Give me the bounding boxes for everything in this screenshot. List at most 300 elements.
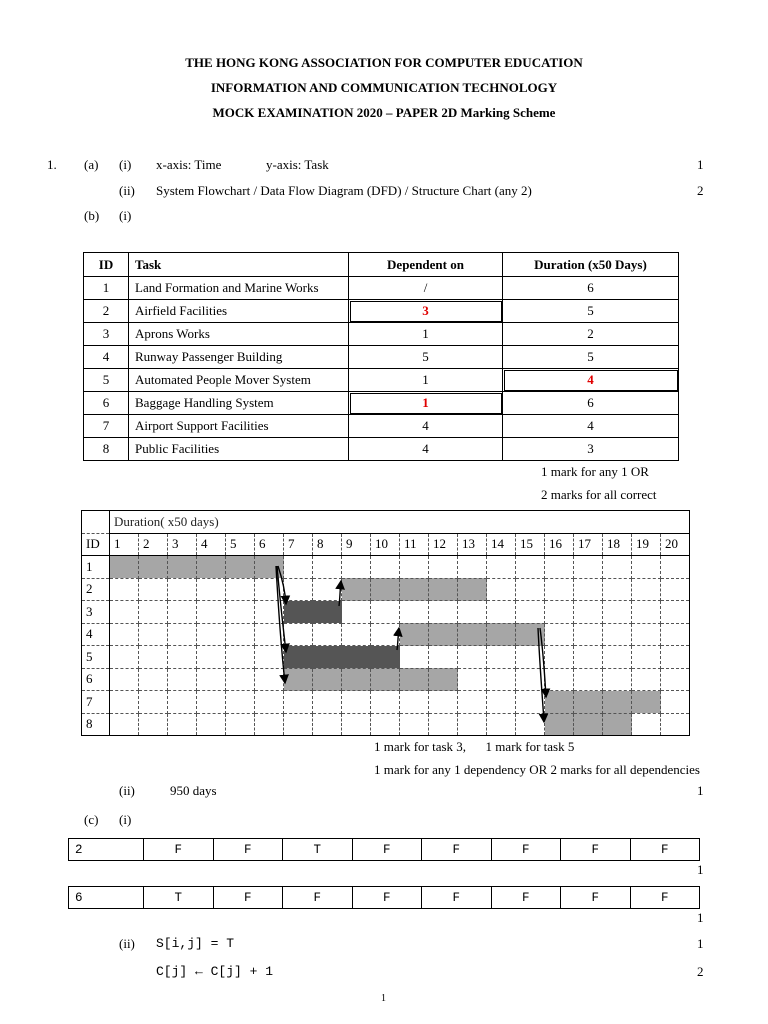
gantt-cell	[284, 556, 313, 579]
gantt-cell	[226, 713, 255, 736]
gantt-cell	[110, 668, 139, 691]
gantt-row-id: 8	[82, 713, 110, 736]
gantt-cell	[487, 556, 516, 579]
gantt-col-header: 15	[516, 533, 545, 556]
gantt-cell	[226, 691, 255, 714]
row-task: Baggage Handling System	[129, 392, 349, 415]
gantt-cell	[139, 623, 168, 646]
table-note-1: 1 mark for any 1 OR	[541, 464, 649, 479]
gantt-cell	[603, 578, 632, 601]
gantt-cell	[197, 691, 226, 714]
gantt-cell	[110, 601, 139, 624]
part-a-i-label: (i)	[119, 157, 132, 172]
gantt-col-header: 17	[574, 533, 603, 556]
gantt-cell	[603, 646, 632, 669]
gantt-cell	[574, 601, 603, 624]
array-cell: 2	[69, 839, 144, 861]
array-cell: F	[491, 839, 561, 861]
array-cell: F	[213, 839, 283, 861]
gantt-cell	[516, 713, 545, 736]
gantt-cell	[255, 668, 284, 691]
gantt-col-header: 9	[342, 533, 371, 556]
gantt-chart	[81, 510, 690, 736]
task-table-header	[84, 253, 679, 277]
array-row-2	[68, 886, 700, 909]
gantt-cell	[487, 668, 516, 691]
gantt-bar-cell	[603, 691, 632, 714]
gantt-bar-cell	[371, 668, 400, 691]
gantt-bar-cell	[400, 623, 429, 646]
code-1-mark: 1	[697, 936, 704, 951]
gantt-cell	[284, 623, 313, 646]
array-row	[69, 839, 700, 861]
row-duration: 5	[503, 300, 679, 323]
gantt-cell	[458, 713, 487, 736]
row-id: 7	[84, 415, 129, 438]
gantt-cell	[632, 646, 661, 669]
gantt-cell	[255, 713, 284, 736]
gantt-cell	[255, 646, 284, 669]
header-line-2: INFORMATION AND COMMUNICATION TECHNOLOGY	[210, 80, 558, 95]
gantt-cell	[458, 556, 487, 579]
gantt-bar-cell	[226, 556, 255, 579]
gantt-cell	[429, 601, 458, 624]
b-ii-answer: 950 days	[170, 783, 217, 798]
gantt-bar-cell	[313, 601, 342, 624]
gantt-cell	[545, 623, 574, 646]
b-ii-mark: 1	[697, 783, 704, 798]
row-dependent: 4	[349, 438, 503, 461]
gantt-title-row	[82, 511, 690, 534]
gantt-row	[82, 691, 690, 714]
gantt-cell	[400, 713, 429, 736]
gantt-col-header: 8	[313, 533, 342, 556]
gantt-cell	[342, 691, 371, 714]
gantt-cell	[371, 601, 400, 624]
gantt-cell	[168, 646, 197, 669]
gantt-bar-cell	[429, 623, 458, 646]
page-number: 1	[381, 993, 386, 1004]
array-cell: F	[422, 887, 492, 909]
gantt-cell	[226, 623, 255, 646]
gantt-cell	[603, 668, 632, 691]
gantt-row-id: 2	[82, 578, 110, 601]
gantt-bar-cell	[400, 578, 429, 601]
gantt-cell	[197, 578, 226, 601]
gantt-cell	[574, 646, 603, 669]
table-row	[84, 346, 679, 369]
gantt-cell	[458, 646, 487, 669]
gantt-cell	[429, 556, 458, 579]
row-dependent-answer: 1	[349, 392, 503, 415]
gantt-cell	[168, 713, 197, 736]
row-dependent-answer: 3	[349, 300, 503, 323]
array-row	[69, 887, 700, 909]
array-cell: F	[561, 839, 631, 861]
gantt-col-header: 12	[429, 533, 458, 556]
gantt-cell	[545, 646, 574, 669]
row-duration-answer: 4	[503, 369, 679, 392]
gantt-cell	[632, 623, 661, 646]
gantt-cell	[661, 601, 690, 624]
row-task: Land Formation and Marine Works	[129, 277, 349, 300]
gantt-cell	[516, 578, 545, 601]
gantt-cell	[313, 578, 342, 601]
part-c-ii-label: (ii)	[119, 936, 135, 951]
gantt-cell	[429, 646, 458, 669]
gantt-header-row	[82, 533, 690, 556]
gantt-col-header: 2	[139, 533, 168, 556]
header-line-1: THE HONG KONG ASSOCIATION FOR COMPUTER EDUCATION	[185, 55, 583, 70]
gantt-col-header: 11	[400, 533, 429, 556]
gantt-bar-cell	[429, 668, 458, 691]
gantt-row-id: 7	[82, 691, 110, 714]
gantt-cell	[516, 556, 545, 579]
gantt-cell	[400, 556, 429, 579]
gantt-cell	[168, 668, 197, 691]
gantt-row-id: 4	[82, 623, 110, 646]
gantt-col-header: 13	[458, 533, 487, 556]
gantt-cell	[226, 578, 255, 601]
row-duration: 6	[503, 277, 679, 300]
gantt-bar-cell	[313, 646, 342, 669]
gantt-cell	[168, 578, 197, 601]
gantt-title: Duration( x50 days)	[110, 511, 690, 534]
table-note-2: 2 marks for all correct	[541, 487, 657, 502]
gantt-cell	[139, 713, 168, 736]
part-a-ii-label: (ii)	[119, 183, 135, 198]
header-id: ID	[84, 253, 129, 277]
gantt-cell	[458, 691, 487, 714]
gantt-bar-cell	[487, 623, 516, 646]
header-line-3: MOCK EXAMINATION 2020 – PAPER 2D Marking Scheme	[212, 105, 556, 120]
row-dependent: 1	[349, 323, 503, 346]
array-1-mark: 1	[697, 862, 704, 877]
gantt-cell	[313, 556, 342, 579]
gantt-cell	[632, 578, 661, 601]
gantt-cell	[313, 623, 342, 646]
gantt-cell	[603, 556, 632, 579]
row-task: Airport Support Facilities	[129, 415, 349, 438]
gantt-cell	[139, 668, 168, 691]
gantt-cell	[255, 601, 284, 624]
row-dependent: 5	[349, 346, 503, 369]
row-task: Public Facilities	[129, 438, 349, 461]
question-number: 1.	[47, 157, 57, 172]
array-cell: T	[283, 839, 353, 861]
gantt-col-header: 18	[603, 533, 632, 556]
gantt-bar-cell	[342, 668, 371, 691]
a-i-mark: 1	[697, 157, 704, 172]
gantt-cell	[545, 578, 574, 601]
header-duration: Duration (x50 Days)	[503, 253, 679, 277]
gantt-cell	[139, 646, 168, 669]
row-duration: 6	[503, 392, 679, 415]
gantt-bar-cell	[632, 691, 661, 714]
gantt-bar-cell	[603, 713, 632, 736]
gantt-cell	[487, 691, 516, 714]
gantt-cell	[197, 601, 226, 624]
a-ii-answer: System Flowchart / Data Flow Diagram (DFD) / Structure Chart (any 2)	[156, 183, 532, 198]
row-duration: 4	[503, 415, 679, 438]
array-cell: 6	[69, 887, 144, 909]
gantt-cell	[342, 623, 371, 646]
gantt-cell	[429, 691, 458, 714]
part-b-label: (b)	[84, 208, 100, 223]
gantt-cell	[284, 691, 313, 714]
header-task: Task	[129, 253, 349, 277]
gantt-cell	[226, 668, 255, 691]
gantt-row-id: 6	[82, 668, 110, 691]
gantt-cell	[661, 623, 690, 646]
gantt-cell	[371, 556, 400, 579]
table-row	[84, 438, 679, 461]
gantt-bar-cell	[429, 578, 458, 601]
array-cell: F	[213, 887, 283, 909]
row-dependent: /	[349, 277, 503, 300]
gantt-cell	[487, 713, 516, 736]
row-id: 1	[84, 277, 129, 300]
gantt-cell	[371, 713, 400, 736]
table-row	[84, 392, 679, 415]
gantt-row	[82, 578, 690, 601]
gantt-bar-cell	[400, 668, 429, 691]
y-axis-answer: y-axis: Task	[266, 157, 329, 172]
gantt-cell	[545, 601, 574, 624]
gantt-bar-cell	[255, 556, 284, 579]
gantt-row	[82, 646, 690, 669]
gantt-cell	[574, 623, 603, 646]
array-cell: F	[630, 839, 700, 861]
gantt-cell	[110, 578, 139, 601]
gantt-bar-cell	[284, 668, 313, 691]
gantt-bar-cell	[313, 668, 342, 691]
gantt-col-header: 19	[632, 533, 661, 556]
gantt-col-header: 3	[168, 533, 197, 556]
gantt-cell	[110, 646, 139, 669]
gantt-note-2: 1 mark for any 1 dependency OR 2 marks for all dependencies	[374, 762, 700, 777]
gantt-col-header: 4	[197, 533, 226, 556]
gantt-bar-cell	[371, 646, 400, 669]
gantt-cell	[255, 578, 284, 601]
gantt-col-header: 7	[284, 533, 313, 556]
row-task: Automated People Mover System	[129, 369, 349, 392]
row-id: 2	[84, 300, 129, 323]
gantt-cell	[197, 623, 226, 646]
gantt-cell	[197, 646, 226, 669]
gantt-cell	[458, 601, 487, 624]
gantt-cell	[400, 646, 429, 669]
gantt-row	[82, 556, 690, 579]
gantt-cell	[110, 623, 139, 646]
gantt-cell	[400, 601, 429, 624]
gantt-cell	[313, 691, 342, 714]
gantt-cell	[574, 668, 603, 691]
row-id: 4	[84, 346, 129, 369]
gantt-bar-cell	[545, 691, 574, 714]
array-cell: F	[630, 887, 700, 909]
gantt-cell	[284, 713, 313, 736]
gantt-bar-cell	[342, 578, 371, 601]
gantt-col-header: 16	[545, 533, 574, 556]
gantt-note-1: 1 mark for task 3, 1 mark for task 5	[374, 739, 575, 754]
gantt-col-header: 1	[110, 533, 139, 556]
gantt-cell	[487, 646, 516, 669]
array-cell: F	[422, 839, 492, 861]
gantt-row	[82, 623, 690, 646]
gantt-cell	[313, 713, 342, 736]
gantt-cell	[197, 713, 226, 736]
row-task: Runway Passenger Building	[129, 346, 349, 369]
gantt-cell	[545, 556, 574, 579]
array-cell: F	[283, 887, 353, 909]
part-b-ii-label: (ii)	[119, 783, 135, 798]
gantt-row-id: 5	[82, 646, 110, 669]
gantt-col-header: 10	[371, 533, 400, 556]
gantt-bar-cell	[458, 578, 487, 601]
part-c-i-label: (i)	[119, 812, 132, 827]
gantt-cell	[197, 668, 226, 691]
gantt-cell	[661, 646, 690, 669]
row-dependent: 1	[349, 369, 503, 392]
gantt-cell	[603, 601, 632, 624]
gantt-cell	[516, 691, 545, 714]
code-2-mark: 2	[697, 964, 704, 979]
gantt-cell	[342, 713, 371, 736]
gantt-cell	[545, 668, 574, 691]
row-id: 3	[84, 323, 129, 346]
gantt-row	[82, 668, 690, 691]
gantt-cell	[516, 601, 545, 624]
array-row-1	[68, 838, 700, 861]
gantt-bar-cell	[284, 601, 313, 624]
row-dependent: 4	[349, 415, 503, 438]
table-row	[84, 300, 679, 323]
table-row	[84, 415, 679, 438]
gantt-bar-cell	[168, 556, 197, 579]
gantt-row-id: 3	[82, 601, 110, 624]
gantt-cell	[574, 578, 603, 601]
gantt-cell	[661, 713, 690, 736]
row-id: 5	[84, 369, 129, 392]
gantt-bar-cell	[574, 713, 603, 736]
row-duration: 3	[503, 438, 679, 461]
gantt-cell	[574, 556, 603, 579]
gantt-row	[82, 601, 690, 624]
array-cell: F	[352, 839, 422, 861]
gantt-bar-cell	[110, 556, 139, 579]
gantt-cell	[458, 668, 487, 691]
table-row	[84, 369, 679, 392]
gantt-cell	[429, 713, 458, 736]
row-task: Aprons Works	[129, 323, 349, 346]
gantt-cell	[371, 623, 400, 646]
array-2-mark: 1	[697, 910, 704, 925]
gantt-bar-cell	[139, 556, 168, 579]
gantt-bar-cell	[574, 691, 603, 714]
gantt-col-header: 20	[661, 533, 690, 556]
gantt-cell	[110, 713, 139, 736]
array-cell: F	[491, 887, 561, 909]
gantt-row-id: 1	[82, 556, 110, 579]
code-line-2: C[j] ← C[j] + 1	[156, 964, 274, 979]
array-cell: F	[561, 887, 631, 909]
gantt-cell	[487, 601, 516, 624]
code-line-1: S[i,j] = T	[156, 936, 235, 951]
gantt-row	[82, 713, 690, 736]
row-id: 8	[84, 438, 129, 461]
part-a-label: (a)	[84, 157, 99, 172]
gantt-cell	[139, 578, 168, 601]
array-cell: T	[144, 887, 214, 909]
table-row	[84, 277, 679, 300]
gantt-cell	[400, 691, 429, 714]
gantt-cell	[516, 646, 545, 669]
gantt-cell	[139, 691, 168, 714]
gantt-corner	[82, 511, 110, 534]
gantt-cell	[516, 668, 545, 691]
gantt-col-header: 6	[255, 533, 284, 556]
gantt-cell	[632, 556, 661, 579]
gantt-cell	[110, 691, 139, 714]
gantt-cell	[661, 556, 690, 579]
x-axis-answer: x-axis: Time	[156, 157, 222, 172]
gantt-bar-cell	[516, 623, 545, 646]
gantt-cell	[284, 578, 313, 601]
gantt-bar-cell	[284, 646, 313, 669]
row-duration: 5	[503, 346, 679, 369]
gantt-cell	[603, 623, 632, 646]
gantt-cell	[342, 601, 371, 624]
gantt-bar-cell	[342, 646, 371, 669]
gantt-cell	[342, 556, 371, 579]
gantt-cell	[661, 691, 690, 714]
table-row	[84, 323, 679, 346]
gantt-cell	[487, 578, 516, 601]
gantt-cell	[168, 601, 197, 624]
gantt-cell	[226, 646, 255, 669]
task-table	[83, 252, 679, 461]
row-duration: 2	[503, 323, 679, 346]
gantt-cell	[255, 691, 284, 714]
header-dependent: Dependent on	[349, 253, 503, 277]
gantt-cell	[226, 601, 255, 624]
gantt-col-header: 5	[226, 533, 255, 556]
gantt-bar-cell	[545, 713, 574, 736]
gantt-cell	[661, 578, 690, 601]
gantt-col-header: 14	[487, 533, 516, 556]
gantt-cell	[168, 623, 197, 646]
a-ii-mark: 2	[697, 183, 704, 198]
array-cell: F	[352, 887, 422, 909]
gantt-bar-cell	[458, 623, 487, 646]
row-id: 6	[84, 392, 129, 415]
gantt-cell	[168, 691, 197, 714]
array-cell: F	[144, 839, 214, 861]
gantt-cell	[632, 601, 661, 624]
gantt-id-header: ID	[82, 533, 110, 556]
gantt-cell	[632, 713, 661, 736]
gantt-bar-cell	[197, 556, 226, 579]
gantt-cell	[661, 668, 690, 691]
gantt-cell	[255, 623, 284, 646]
row-task: Airfield Facilities	[129, 300, 349, 323]
part-b-i-label: (i)	[119, 208, 132, 223]
gantt-cell	[371, 691, 400, 714]
gantt-cell	[632, 668, 661, 691]
gantt-cell	[139, 601, 168, 624]
part-c-label: (c)	[84, 812, 99, 827]
